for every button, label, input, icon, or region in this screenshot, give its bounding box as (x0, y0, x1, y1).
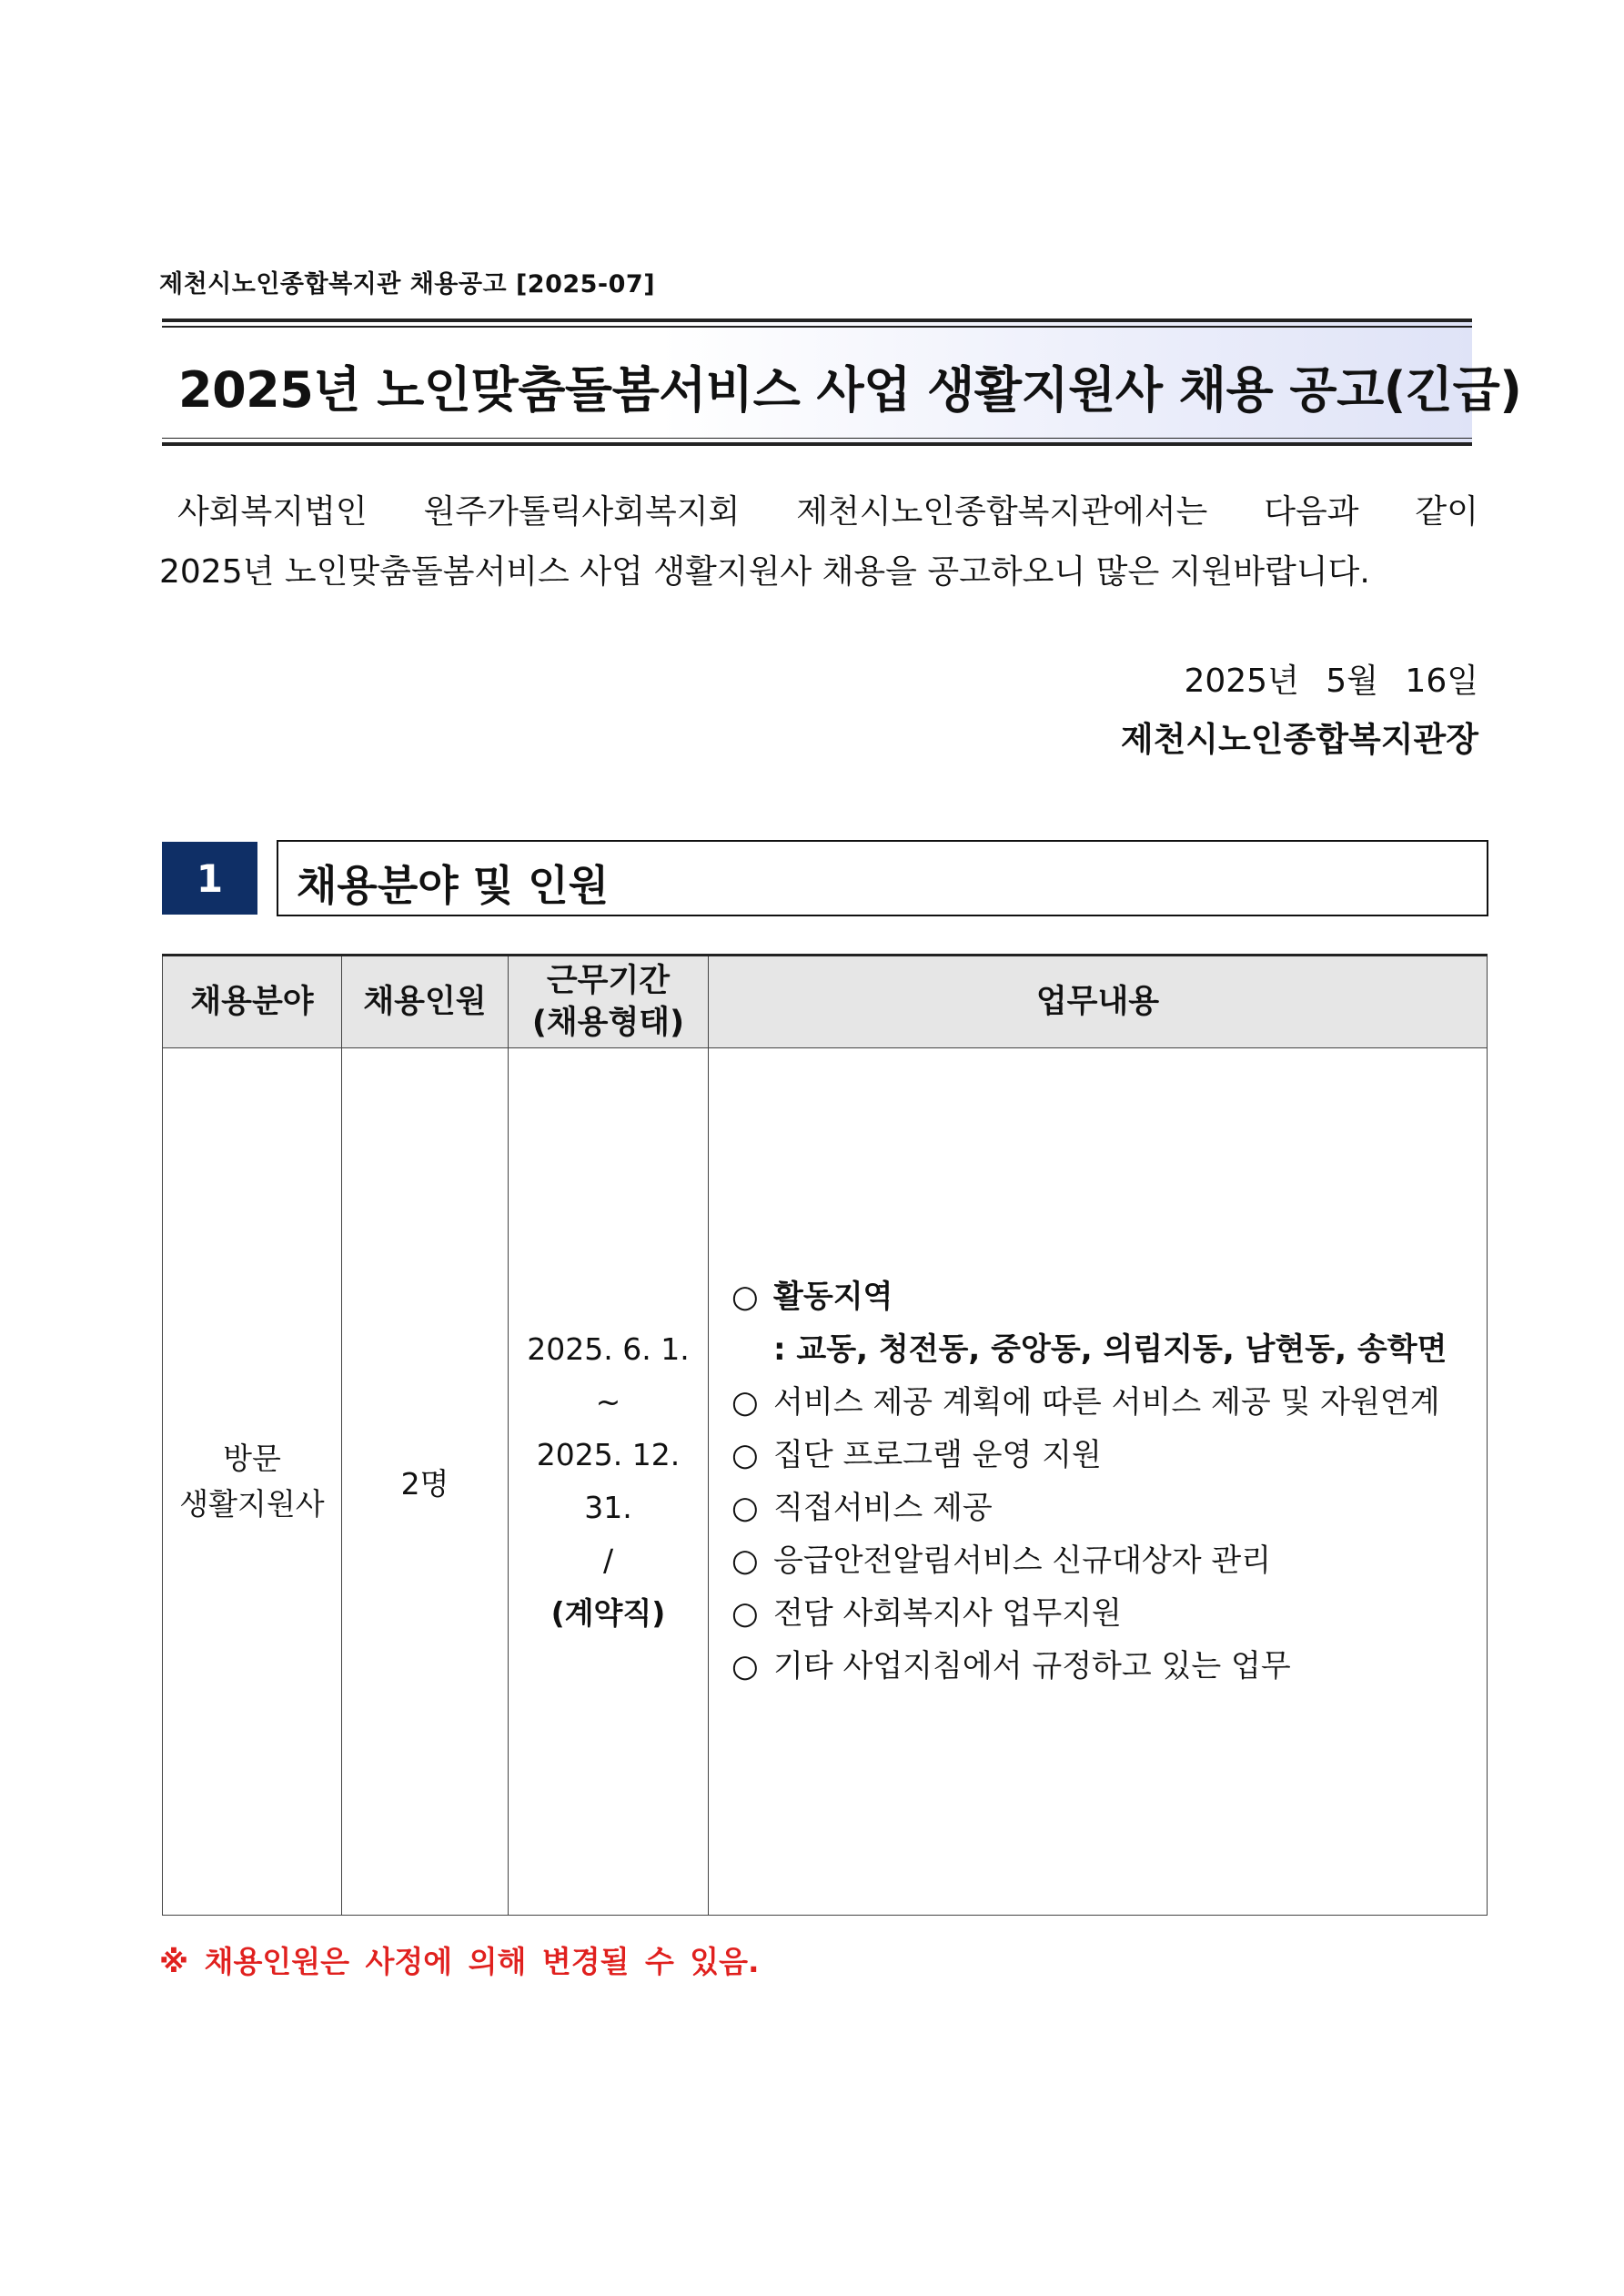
circle-bullet-icon: ○ (731, 1648, 759, 1684)
title-banner (162, 319, 1522, 446)
header-period-line2: (채용형태) (531, 1005, 685, 1041)
duty-item: ○ 응급안전알림서비스 신규대상자 관리 (731, 1534, 1487, 1587)
intro-paragraph (159, 482, 1478, 602)
circle-bullet-icon: ○ (731, 1279, 759, 1315)
page-title: 2025년 노인맞춤돌봄서비스 사업 생활지원사 채용 공고(긴급) (178, 361, 1522, 419)
contract-type: (계약직) (550, 1595, 666, 1631)
header-period (509, 956, 709, 1048)
field-line-2: 생활지원사 (179, 1486, 325, 1522)
recruitment-table (162, 954, 1488, 1916)
circle-bullet-icon: ○ (731, 1384, 759, 1421)
section-number-badge: 1 (162, 842, 257, 915)
title-rule-top-thin (162, 326, 1472, 328)
table-row (163, 1048, 1488, 1916)
title-rule-bottom-thin (162, 438, 1472, 440)
section-title-box (277, 840, 1488, 916)
duty-item: ○ 전담 사회복지사 업무지원 (731, 1587, 1487, 1640)
circle-bullet-icon: ○ (731, 1490, 759, 1526)
duty-item: ○ 활동지역 (731, 1270, 1487, 1323)
section-title: 채용분야 및 인원 (297, 861, 610, 910)
cell-period (509, 1048, 709, 1916)
circle-bullet-icon: ○ (731, 1595, 759, 1632)
cell-field (163, 1048, 342, 1916)
change-notice: ※ 채용인원은 사정에 의해 변경될 수 있음. (159, 1944, 760, 1979)
title-rule-top (162, 319, 1472, 322)
period-tilde: ~ (595, 1384, 621, 1420)
header-duties: 업무내용 (709, 956, 1488, 1048)
title-rule-bottom (162, 442, 1472, 446)
header-field: 채용분야 (163, 956, 342, 1048)
table-header-row (163, 956, 1488, 1048)
cell-count: 2명 (342, 1048, 509, 1916)
duty-item: ○ 기타 사업지침에서 규정하고 있는 업무 (731, 1640, 1487, 1693)
cell-duties (709, 1048, 1488, 1916)
issuing-organization: 제천시노인종합복지관장 (1120, 720, 1478, 759)
announcement-date: 2025년 5월 16일 (1184, 663, 1478, 700)
duty-item: ○ 집단 프로그램 운영 지원 (731, 1429, 1487, 1482)
field-line-1: 방문 (223, 1441, 281, 1476)
circle-bullet-icon: ○ (731, 1542, 759, 1579)
intro-line-2: 2025년 노인맞춤돌봄서비스 사업 생활지원사 채용을 공고하오니 많은 지원바랍니다. (159, 553, 1370, 591)
header-period-line1: 근무기간 (546, 963, 671, 999)
period-end: 2025. 12. 31. (536, 1437, 681, 1525)
duty-area-list: : 교동, 청전동, 중앙동, 의림지동, 남현동, 송학면 (773, 1331, 1447, 1368)
announcement-header: 제천시노인종합복지관 채용공고 [2025-07] (159, 270, 656, 298)
period-start: 2025. 6. 1. (527, 1331, 690, 1367)
circle-bullet-icon: ○ (731, 1437, 759, 1473)
intro-line-1: 사회복지법인 원주가톨릭사회복지회 제천시노인종합복지관에서는 다음과 같이 (177, 493, 1478, 531)
period-slash: / (602, 1542, 614, 1578)
header-count: 채용인원 (342, 956, 509, 1048)
duty-item: ○ 서비스 제공 계획에 따른 서비스 제공 및 자원연계 (731, 1376, 1487, 1429)
duty-item: ○ 직접서비스 제공 (731, 1482, 1487, 1534)
